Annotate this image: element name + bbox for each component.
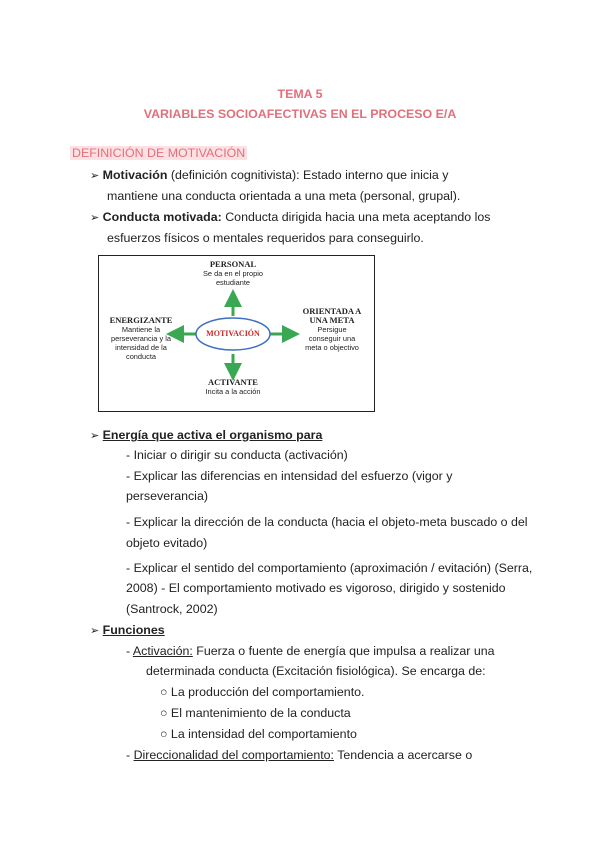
- bullet-arrow-icon: ➢: [90, 212, 100, 224]
- energia-item-1: - Iniciar o dirigir su conducta (activación): [126, 448, 348, 462]
- definition-term: Motivación: [102, 168, 168, 182]
- activacion-text: Fuerza o fuente de energía que impulsa a realizar una: [192, 644, 495, 658]
- energia-heading-text: Energía que activa el organismo para: [102, 428, 323, 442]
- definition-term: Conducta motivada:: [102, 210, 222, 224]
- diagram-right-node: [291, 307, 373, 352]
- topic-title: TEMA 5: [277, 87, 323, 101]
- diagram-left-node: [101, 316, 181, 361]
- diagram-left-desc4: conducta: [126, 352, 156, 361]
- definition-motivacion: [90, 168, 448, 183]
- funciones-heading: [90, 623, 165, 638]
- funciones-activacion-cont: determinada conducta (Excitación fisiológica). Se encarga de:: [146, 664, 486, 678]
- energia-item-3-cont: objeto evitado): [126, 536, 208, 550]
- bullet-arrow-icon: ➢: [90, 170, 100, 182]
- diagram-right-desc3: meta o objectivo: [305, 343, 359, 352]
- diagram-bottom-desc1: Incita a la acción: [205, 387, 261, 396]
- definition-motivacion-cont: mantiene una conducta orientada a una meta (personal, grupal).: [107, 189, 461, 203]
- definition-conducta-cont: esfuerzos físicos o mentales requeridos para conseguirlo.: [107, 231, 424, 245]
- diagram-bottom-title: ACTIVANTE: [208, 377, 258, 387]
- motivation-diagram: [98, 255, 375, 412]
- diagram-left-desc1: Mantiene la: [121, 325, 161, 334]
- diagram-left-desc2: perseverancia y la: [111, 334, 171, 343]
- bullet-arrow-icon: ➢: [90, 625, 100, 637]
- direccionalidad-text: Tendencia a acercarse o: [334, 748, 473, 762]
- diagram-top-node: [183, 260, 283, 287]
- diagram-top-desc2: estudiante: [215, 278, 251, 287]
- diagram-bottom-node: [183, 378, 283, 396]
- energia-item-4-cite: (Santrock, 2002): [126, 602, 218, 616]
- definition-text: (definición cognitivista): Estado interno que inicia y: [167, 168, 449, 182]
- activacion-label: Activación:: [132, 644, 193, 658]
- direccionalidad-label: Direccionalidad del comportamiento:: [133, 748, 334, 762]
- diagram-left-title: ENERGIZANTE: [109, 315, 173, 325]
- dash: -: [126, 748, 134, 762]
- diagram-right-desc1: Persigue: [317, 325, 347, 334]
- energia-item-2-cont: perseverancia): [126, 489, 208, 503]
- topic-subtitle: VARIABLES SOCIOAFECTIVAS EN EL PROCESO E/A: [143, 107, 457, 121]
- activacion-sub-1: ○ La producción del comportamiento.: [160, 685, 365, 699]
- funciones-heading-text: Funciones: [102, 623, 165, 637]
- diagram-right-title1: ORIENTADA A: [302, 306, 362, 316]
- energia-item-3: - Explicar la dirección de la conducta (hacia el objeto-meta buscado o del: [126, 515, 528, 529]
- funciones-activacion: [126, 644, 495, 658]
- activacion-sub-3: ○ La intensidad del comportamiento: [160, 727, 357, 741]
- activacion-sub-2: ○ El mantenimiento de la conducta: [160, 706, 351, 720]
- energia-item-4: - Explicar el sentido del comportamiento (aproximación / evitación) (Serra,: [126, 561, 533, 575]
- diagram-left-desc3: intensidad de la: [115, 343, 167, 352]
- definition-text: Conducta dirigida hacia una meta aceptando los: [221, 210, 491, 224]
- diagram-right-desc2: conseguir una: [308, 334, 356, 343]
- diagram-top-desc1: Se da en el propio: [203, 269, 263, 278]
- energia-heading: [90, 428, 322, 443]
- energia-item-2: - Explicar las diferencias en intensidad del esfuerzo (vigor y: [126, 469, 453, 483]
- diagram-right-title2: UNA META: [309, 315, 355, 325]
- bullet-arrow-icon: ➢: [90, 430, 100, 442]
- diagram-top-title: PERSONAL: [209, 259, 257, 269]
- dash: -: [126, 644, 133, 658]
- diagram-center-label: MOTIVACIÓN: [206, 329, 260, 338]
- funciones-direccionalidad: [126, 748, 472, 762]
- energia-item-4-cont: 2008) - El comportamiento motivado es vigoroso, dirigido y sostenido: [126, 581, 506, 595]
- definition-conducta: [90, 210, 490, 225]
- section-heading: DEFINICIÓN DE MOTIVACIÓN: [72, 146, 246, 160]
